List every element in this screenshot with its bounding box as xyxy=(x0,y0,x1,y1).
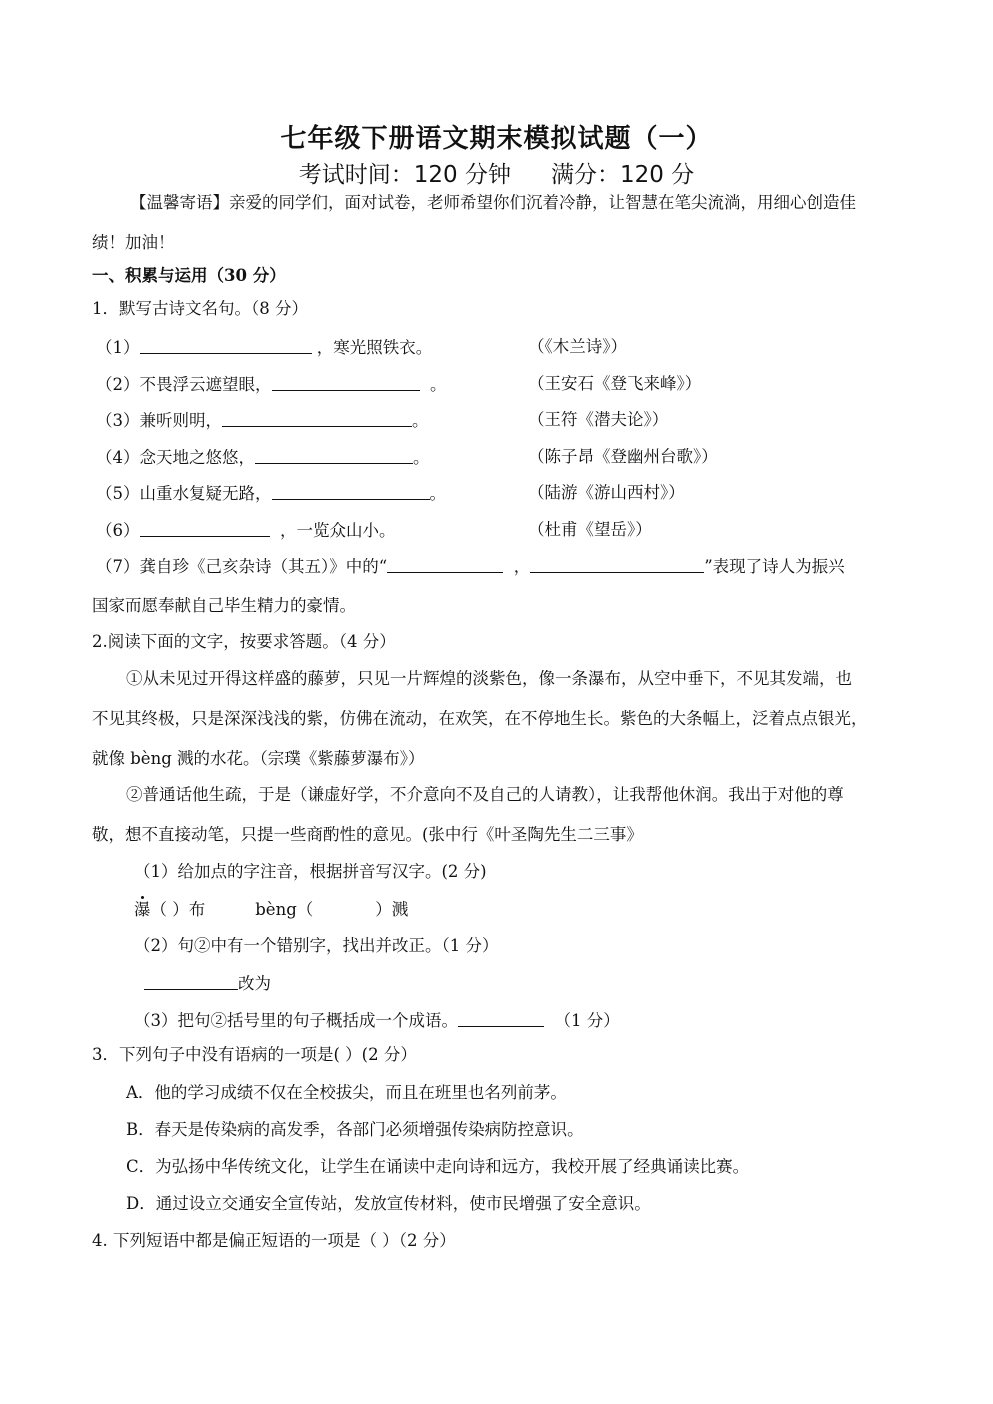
q3-option-c: C．为弘扬中华传统文化，让学生在诵读中走向诗和远方，我校开展了经典诵读比赛。 xyxy=(126,1157,750,1176)
q1-item-4-source: （陈子昂《登幽州台歌》） xyxy=(528,447,718,466)
exam-time: 考试时间：120 分钟 xyxy=(298,162,511,188)
answer-blank[interactable] xyxy=(387,556,503,573)
q2-passage-2-line-2: 敬，想不直接动笔，只提一些商酌性的意见。(张中行《叶圣陶先生二三事》 xyxy=(92,825,643,844)
q2-passage-1-line-1: ①从未见过开得这样盛的藤萝，只见一片辉煌的淡紫色，像一条瀑布，从空中垂下，不见其发端，也 xyxy=(126,669,852,688)
q3-option-d: D．通过设立交通安全宣传站，发放宣传材料，使市民增强了安全意识。 xyxy=(126,1194,651,1213)
intro-line-2: 绩！加油！ xyxy=(92,233,175,252)
q1-item-7: （7）龚自珍《己亥杂诗（其五）》中的“ ， ”表现了诗人为振兴 xyxy=(96,557,845,576)
q2-sub-2-answer: 改为 xyxy=(144,973,271,994)
q1-item-3: （3）兼听则明， 。 xyxy=(96,411,429,430)
q2-stem: 2.阅读下面的文字，按要求答题。（4 分） xyxy=(92,632,396,651)
exam-subtitle xyxy=(0,156,993,189)
answer-blank[interactable] xyxy=(255,447,413,464)
q1-item-2-source: （王安石《登飞来峰》） xyxy=(528,374,702,393)
answer-blank[interactable] xyxy=(272,483,430,500)
q1-item-5: （5）山重水复疑无路， 。 xyxy=(96,484,446,503)
q2-sub-1: （1）给加点的字注音，根据拼音写汉字。(2 分) xyxy=(134,862,487,881)
answer-blank[interactable] xyxy=(222,410,412,427)
answer-blank[interactable] xyxy=(458,1010,544,1027)
answer-blank[interactable] xyxy=(530,556,704,573)
q2-sub-1-answers: 瀑（ ）布 bèng（ ）溅 xyxy=(134,900,409,919)
q1-item-1: （1） ，寒光照铁衣。 xyxy=(96,338,433,357)
q1-item-6-source: （杜甫《望岳》） xyxy=(528,520,652,539)
q1-item-1-source: （《木兰诗》） xyxy=(528,337,627,356)
q2-passage-1-line-2: 不见其终极，只是深深浅浅的紫，仿佛在流动，在欢笑，在不停地生长。紫色的大条幅上，泛着点点银光， xyxy=(92,709,868,728)
q1-item-7-line-2: 国家而愿奉献自己毕生精力的豪情。 xyxy=(92,596,356,615)
q3-option-b: B．春天是传染病的高发季，各部门必须增强传染病防控意识。 xyxy=(126,1120,584,1139)
answer-blank[interactable] xyxy=(140,520,270,537)
q4-stem: 4. 下列短语中都是偏正短语的一项是（ ）（2 分） xyxy=(92,1231,456,1250)
q1-item-4: （4）念天地之悠悠， 。 xyxy=(96,448,430,467)
q1-item-6: （6） ，一览众山小。 xyxy=(96,521,396,540)
section-1-heading: 一、积累与运用（30 分） xyxy=(92,266,286,285)
q1-stem: 1．默写古诗文名句。（8 分） xyxy=(92,299,308,318)
intro-line-1: 【温馨寄语】亲爱的同学们，面对试卷，老师希望你们沉着冷静，让智慧在笔尖流淌，用细心创造佳 xyxy=(130,193,856,212)
q2-passage-1-line-3: 就像 bèng 溅的水花。（宗璞《紫藤萝瀑布》） xyxy=(92,749,425,768)
q1-item-2: （2）不畏浮云遮望眼， 。 xyxy=(96,375,447,394)
exam-full-score: 满分：120 分 xyxy=(551,162,695,188)
dotted-character: 瀑 xyxy=(134,900,151,919)
q2-sub-3: （3）把句②括号里的句子概括成一个成语。 （1 分） xyxy=(134,1011,620,1030)
q1-item-3-source: （王符《潜夫论》） xyxy=(528,410,669,429)
q3-option-a: A．他的学习成绩不仅在全校拔尖，而且在班里也名列前茅。 xyxy=(126,1083,567,1102)
q3-stem: 3．下列句子中没有语病的一项是( ）(2 分） xyxy=(92,1045,417,1064)
q1-item-5-source: （陆游《游山西村》） xyxy=(528,483,685,502)
answer-blank[interactable] xyxy=(272,374,420,391)
exam-title: 七年级下册语文期末模拟试题（一） xyxy=(280,124,713,154)
answer-blank[interactable] xyxy=(144,973,238,990)
q2-sub-2: （2）句②中有一个错别字，找出并改正。（1 分） xyxy=(134,936,499,955)
q2-passage-2-line-1: ②普通话他生疏，于是（谦虚好学，不介意向不及自己的人请教），让我帮他休润。我出于对他的尊 xyxy=(126,785,844,804)
answer-blank[interactable] xyxy=(140,337,312,354)
